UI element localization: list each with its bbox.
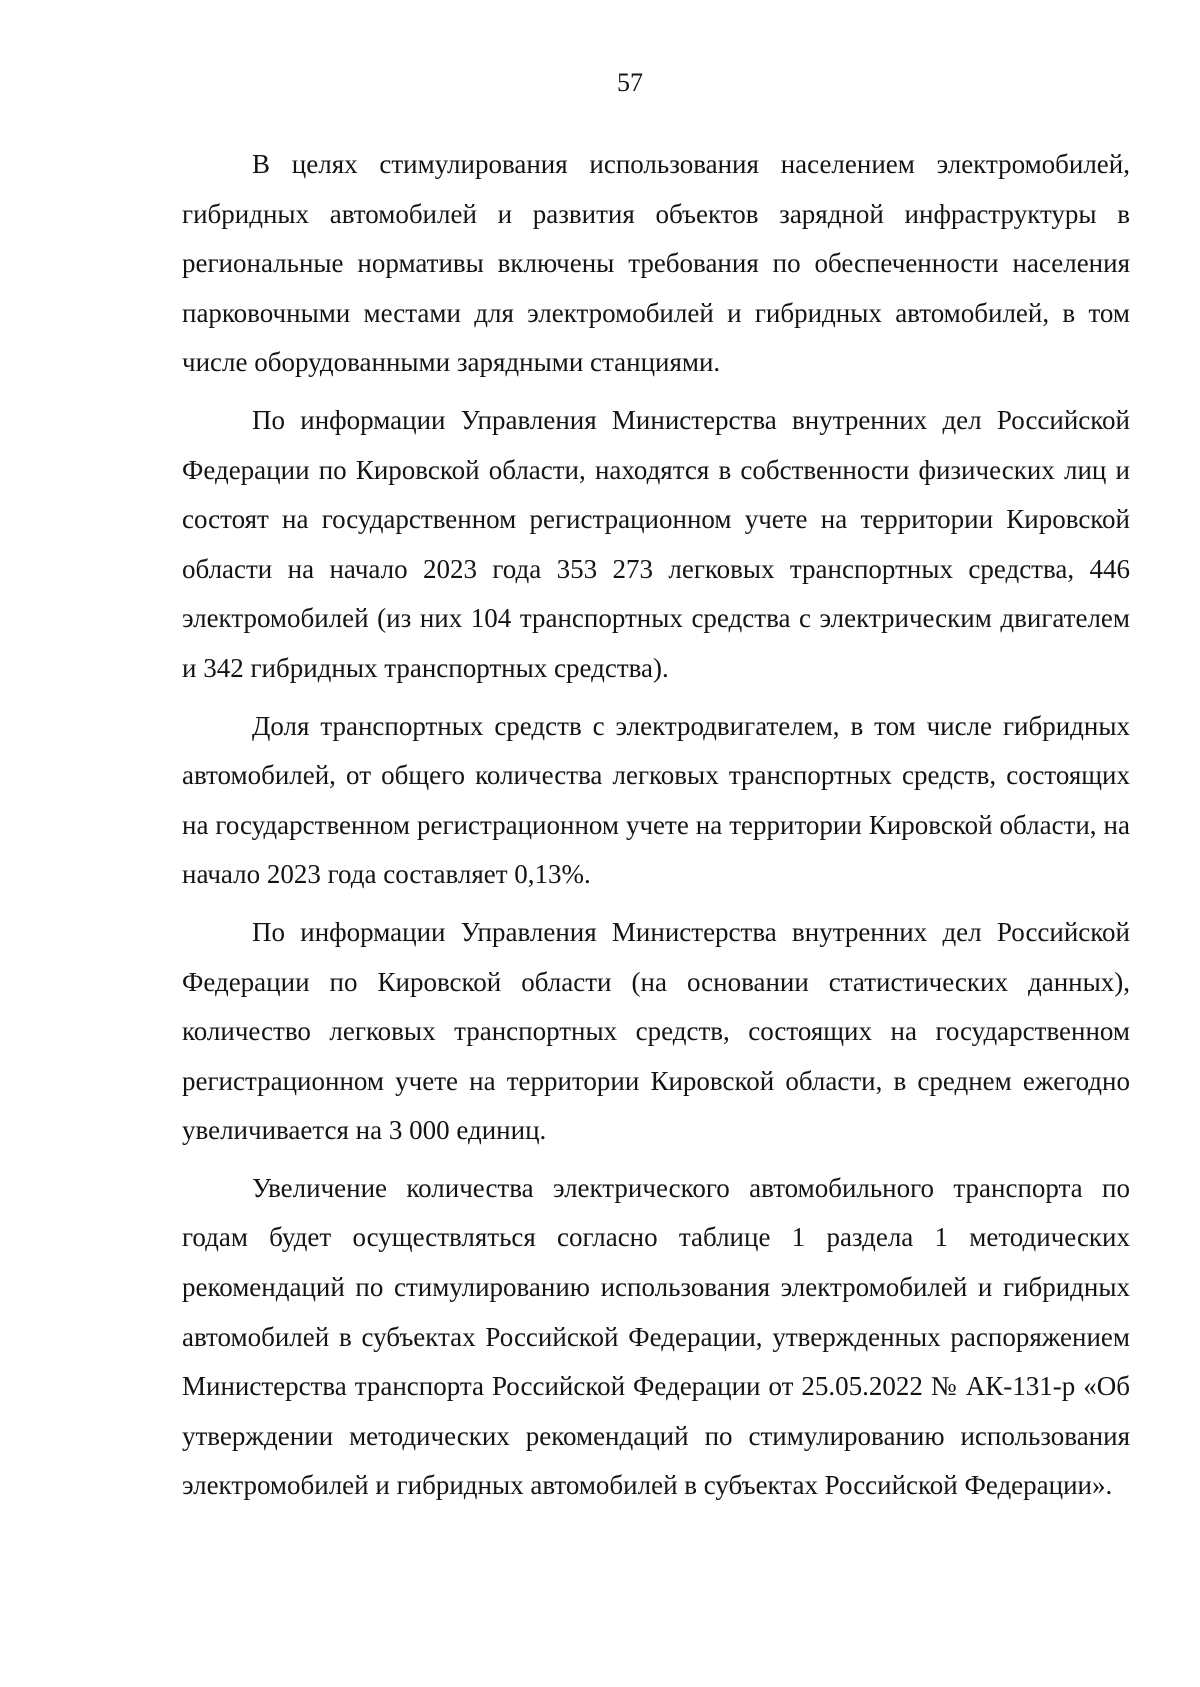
paragraph-annual-growth: По информации Управления Министерства внутренних дел Российской Федерации по Кировской области (на основании статистических данных), количество легковых транспортных средств, состоящих на государственном регистрационном учете на территории Кировской области, в среднем ежегодно увеличивается на 3 000 единиц. xyxy=(182,916,1130,1146)
document-body xyxy=(182,140,1130,1519)
paragraph-ev-regional-standards: В целях стимулирования использования населением электромобилей, гибридных автомобилей и развития объектов зарядной инфраструктуры в региональные нормативы включены требования по обеспеченности населения парковочными местами для электромобилей и гибридных автомобилей, в том числе оборудованными зарядными станциями. xyxy=(182,149,1130,378)
paragraph-registered-vehicles: По информации Управления Министерства внутренних дел Российской Федерации по Кировской области, находятся в собственности физических лиц и состоят на государственном регистрационном учете на территории Кировской области на начало 2023 года 353 273 легковых транспортных средства, 446 электромобилей (из них 104 транспортных средства с электрическим двигателем и 342 гибридных транспортных средства). xyxy=(182,404,1130,683)
paragraph-methodical-recommendations: Увеличение количества электрического автомобильного транспорта по годам будет осуществляться согласно таблице 1 раздела 1 методических рекомендаций по стимулированию использования электромобилей и гибридных автомобилей в субъектах Российской Федерации, утвержденных распоряжением Министерства транспорта Российской Федерации от 25.05.2022 № АК-131-р «Об утверждении методических рекомендаций по стимулированию использования электромобилей и гибридных автомобилей в субъектах Российской Федерации». xyxy=(182,1172,1130,1501)
paragraph-ev-share: Доля транспортных средств с электродвигателем, в том числе гибридных автомобилей, от общего количества легковых транспортных средств, состоящих на государственном регистрационном учете на территории Кировской области, на начало 2023 года составляет 0,13%. xyxy=(182,710,1130,890)
page-number: 57 xyxy=(617,68,643,97)
